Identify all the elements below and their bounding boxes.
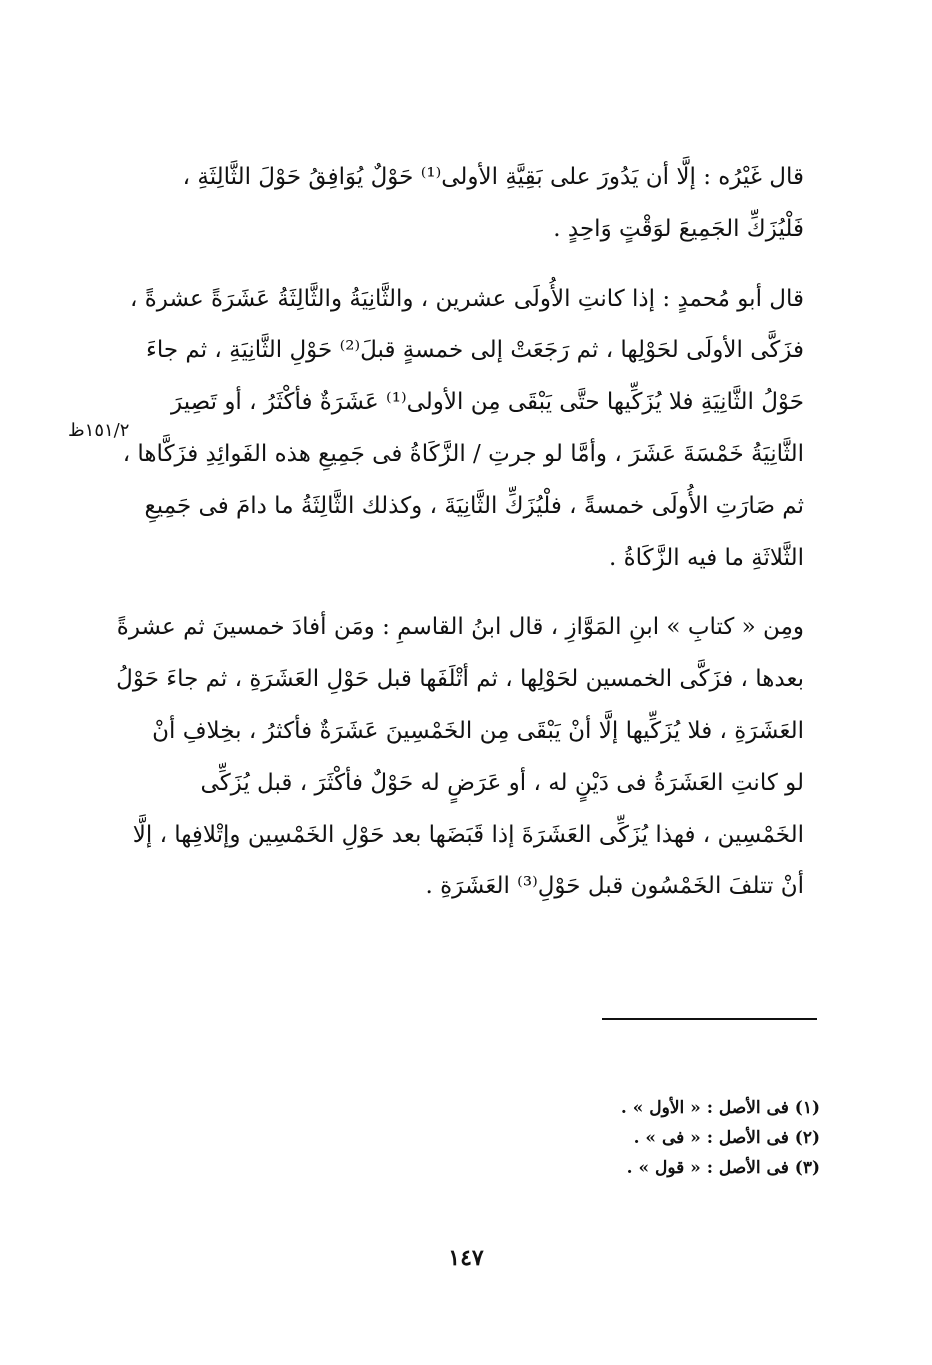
manuscript-folio-reference: ١٥١/٢ظ [68,420,130,441]
text-line: قال غَيْرُه : إلَّا أن يَدُورَ على بَقِيَّةِ الأولى⁽¹⁾ حَوْلٌ يُوَافِقُ حَوْلَ الثَّالِثَةِ ، [182,164,804,190]
text-line: العَشَرَةِ ، فلا يُزَكِّيها إلَّا أنْ يَبْقَى مِن الخَمْسِينَ عَشَرَةٌ فأكثرُ ، بخِلافِ أنْ [152,717,804,744]
text-line: حَوْلُ الثَّانِيَةِ فلا يُزَكِّيها حتَّى يَبْقَى مِن الأولى⁽¹⁾ عَشَرَةٌ فأكْثَرُ ، أو تَصِيرَ [171,389,804,416]
page-number: ١٤٧ [448,1245,484,1271]
paragraph-3 [116,602,830,913]
text-line: لو كانتِ العَشَرَةُ فى دَيْنٍ له ، أو عَرَضٍ له حَوْلٌ فأكْثَرَ ، قبل يُزَكِّى [200,769,804,796]
text-line: ثم صَارَتِ الأُولَى خمسةً ، فلْيُزَكِّ الثَّانِيَةَ ، وكذلك الثَّالِثَةُ ما دامَ فى جَمِيعِ [144,492,804,519]
footnote-1: (١) فى الأصل : « الأول » . [620,1098,820,1118]
text-line: فزَكَّى الأولَى لحَوْلِها ، ثم رَجَعَتْ إلى خمسةٍ قبلَ⁽²⁾ حَوْلِ الثَّانِيَةِ ، ثم جاءَ [146,337,804,364]
footnote-separator [602,1018,817,1020]
paragraph-2 [122,274,830,585]
text-line: الثَّلاثَةِ ما فيه الزَّكَاةُ . [608,544,804,571]
footnote-2: (٢) فى الأصل : « فى » . [633,1128,820,1148]
paragraph-1 [150,152,830,256]
text-line: الخَمْسِين ، فهذا يُزَكِّى العَشَرَةَ إذا قَبَضَها بعد حَوْلِ الخَمْسِين وإتْلافِها ، إلَّا [132,821,804,848]
text-line: أنْ تتلفَ الخَمْسُون قبل حَوْلِ⁽³⁾ العَشَرَةِ . [425,873,804,900]
main-text [116,152,830,913]
footnote-3: (٣) فى الأصل : « قول » . [626,1158,820,1178]
text-line: ومِن « كتابِ » ابنِ المَوَّازِ ، قال ابنُ القاسمِ : ومَن أفادَ خمسينَ ثم عشرةً [116,614,804,641]
text-line: فَلْيُزَكِّ الجَمِيعَ لوَقْتٍ وَاحِدٍ . [553,215,804,242]
text-line: الثَّانِيَةُ خَمْسَةَ عَشَرَ ، وأمَّا لو جرتِ / الزَّكَاةُ فى جَمِيعِ هذه الفَوائِدِ فزَكَّاها ، [122,440,804,467]
text-line: قال أبو مُحمدٍ : إذا كانتِ الأُولَى عشرين ، والثَّانِيَةُ والثَّالِثَةُ عَشَرَةً عشرةً ، [130,285,804,312]
footnotes [420,1093,820,1183]
text-line: بعدها ، فزَكَّى الخمسين لحَوْلِها ، ثم أتْلَفَها قبل حَوْلِ العَشَرَةِ ، ثم جاءَ حَوْلُ [116,666,804,693]
